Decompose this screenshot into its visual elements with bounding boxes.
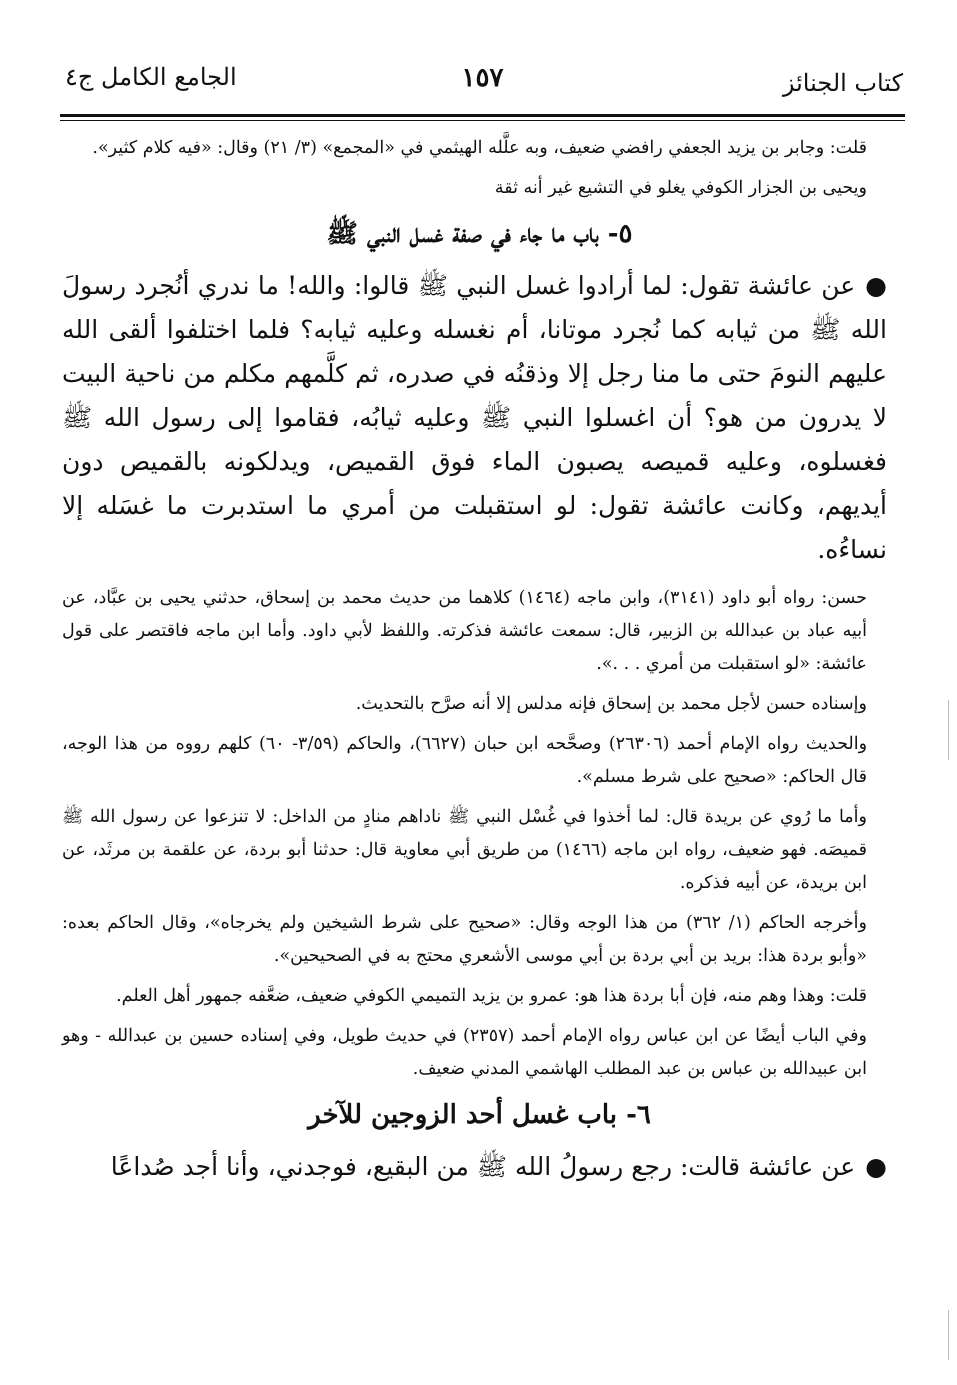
commentary-paragraph: وإسناده حسن لأجل محمد بن إسحاق فإنه مدلس إلا أنه صرَّح بالتحديث. <box>355 694 867 714</box>
hadith-text <box>62 1145 897 1189</box>
commentary-paragraph: قلت: وجابر بن يزيد الجعفي رافضي ضعيف، وبه علَّله الهيثمي في «المجمع» (٣/ ٢١) وقال: «فيه كلام كثير». <box>92 138 867 158</box>
header-rule-thin <box>60 120 905 121</box>
hadith-body: عن عائشة تقول: لما أرادوا غسل النبي ﷺ قالوا: والله! ما ندري أنُجرد رسولَ الله ﷺ من ثيابه كما نُجرد موتانا، أم نغسله وعليه ثيابه؟ فلما اختلفوا ألقى الله عليهم النومَ حتى ما منا رجل إلا وذقنُه في صدره، ثم كلَّمهم مكلم من ناحية البيت لا يدرون من هو؟ أن اغسلوا النبي ﷺ وعليه ثيابُه، فقاموا إلى رسول الله ﷺ فغسلوه، وعليه قميصه يصبون الماء فوق القميص، ويدلكونه بالقميص دون أيديهم، وكانت عائشة تقول: لو استقبلت من أمري ما استدبرت ما غسَله إلا نساءُه. <box>62 271 887 564</box>
commentary-paragraph: ويحيى بن الجزار الكوفي يغلو في التشيع غير أنه ثقة <box>494 178 867 198</box>
chapter-title: كتاب الجنائز <box>782 69 903 97</box>
commentary-paragraph: حسن: رواه أبو داود (٣١٤١)، وابن ماجه (١٤٦٤) كلاهما من حديث محمد بن إسحاق، حدثني يحيى بن عبَّاد، عن أبيه عباد بن عبدالله بن الزبير، قال: سمعت عائشة فذكرته. واللفظ لأبي داود. وأما ابن ماجه فاقتصر على قول عائشة: «لو استقبلت من أمري . . .». <box>62 588 867 674</box>
commentary-paragraph: وفي الباب أيضًا عن ابن عباس رواه الإمام أحمد (٢٣٥٧) في حديث طويل، وفي إسناده حسين بن عبدالله - وهو ابن عبيدالله بن عباس بن عبد المطلب الهاشمي المدني ضعيف. <box>62 1026 867 1079</box>
page-number: ١٥٧ <box>461 63 504 93</box>
bullet-icon: ● <box>865 1152 887 1181</box>
book-title: الجامع الكامل ج٤ <box>65 63 237 91</box>
hadith-body: عن عائشة قالت: رجع رسولُ الله ﷺ من البقيع، فوجدني، وأنا أجد صُداعًا <box>110 1152 856 1181</box>
section-heading: ٦- باب غسل أحد الزوجين للآخر <box>308 1100 651 1130</box>
hadith-text <box>62 264 897 572</box>
page-header <box>60 55 905 105</box>
commentary-paragraph: قلت: وهذا وهم منه، فإن أبا بردة هذا هو: عمرو بن يزيد التميمي الكوفي ضعيف، ضعَّفه جمهور أهل العلم. <box>116 986 867 1006</box>
commentary-paragraph: والحديث رواه الإمام أحمد (٢٦٣٠٦) وصحَّحه ابن حبان (٦٦٢٧)، والحاكم (٣/٥٩- ٦٠) كلهم رووه من هذا الوجه، قال الحاكم: «صحيح على شرط مسلم». <box>62 734 868 787</box>
section-heading: ٥- باب ما جاء في صفة غسل النبي ﷺ <box>326 219 633 249</box>
bullet-icon: ● <box>865 271 887 300</box>
commentary-paragraph: وأخرجه الحاكم (١/ ٣٦٢) من هذا الوجه وقال: «صحيح على شرط الشيخين ولم يخرجاه»، وقال الحاكم بعده: «وأبو بردة هذا: بريد بن أبي بردة بن أبي موسى الأشعري محتج به في الصحيحين». <box>62 913 867 966</box>
scan-margin-mark <box>948 700 949 760</box>
scan-margin-mark <box>948 1310 949 1360</box>
page-body <box>62 132 897 1199</box>
commentary-paragraph: وأما ما رُوي عن بريدة قال: لما أخذوا في غُسْل النبي ﷺ ناداهم منادٍ من الداخل: لا تنزعوا عن رسول الله ﷺ قميصَه. فهو ضعيف، رواه ابن ماجه (١٤٦٦) من طريق أبي معاوية قال: حدثنا أبو بردة، عن علقمة بن مرثَد، عن ابن بريدة، عن أبيه فذكره. <box>62 807 867 893</box>
header-rule-thick <box>60 114 905 117</box>
